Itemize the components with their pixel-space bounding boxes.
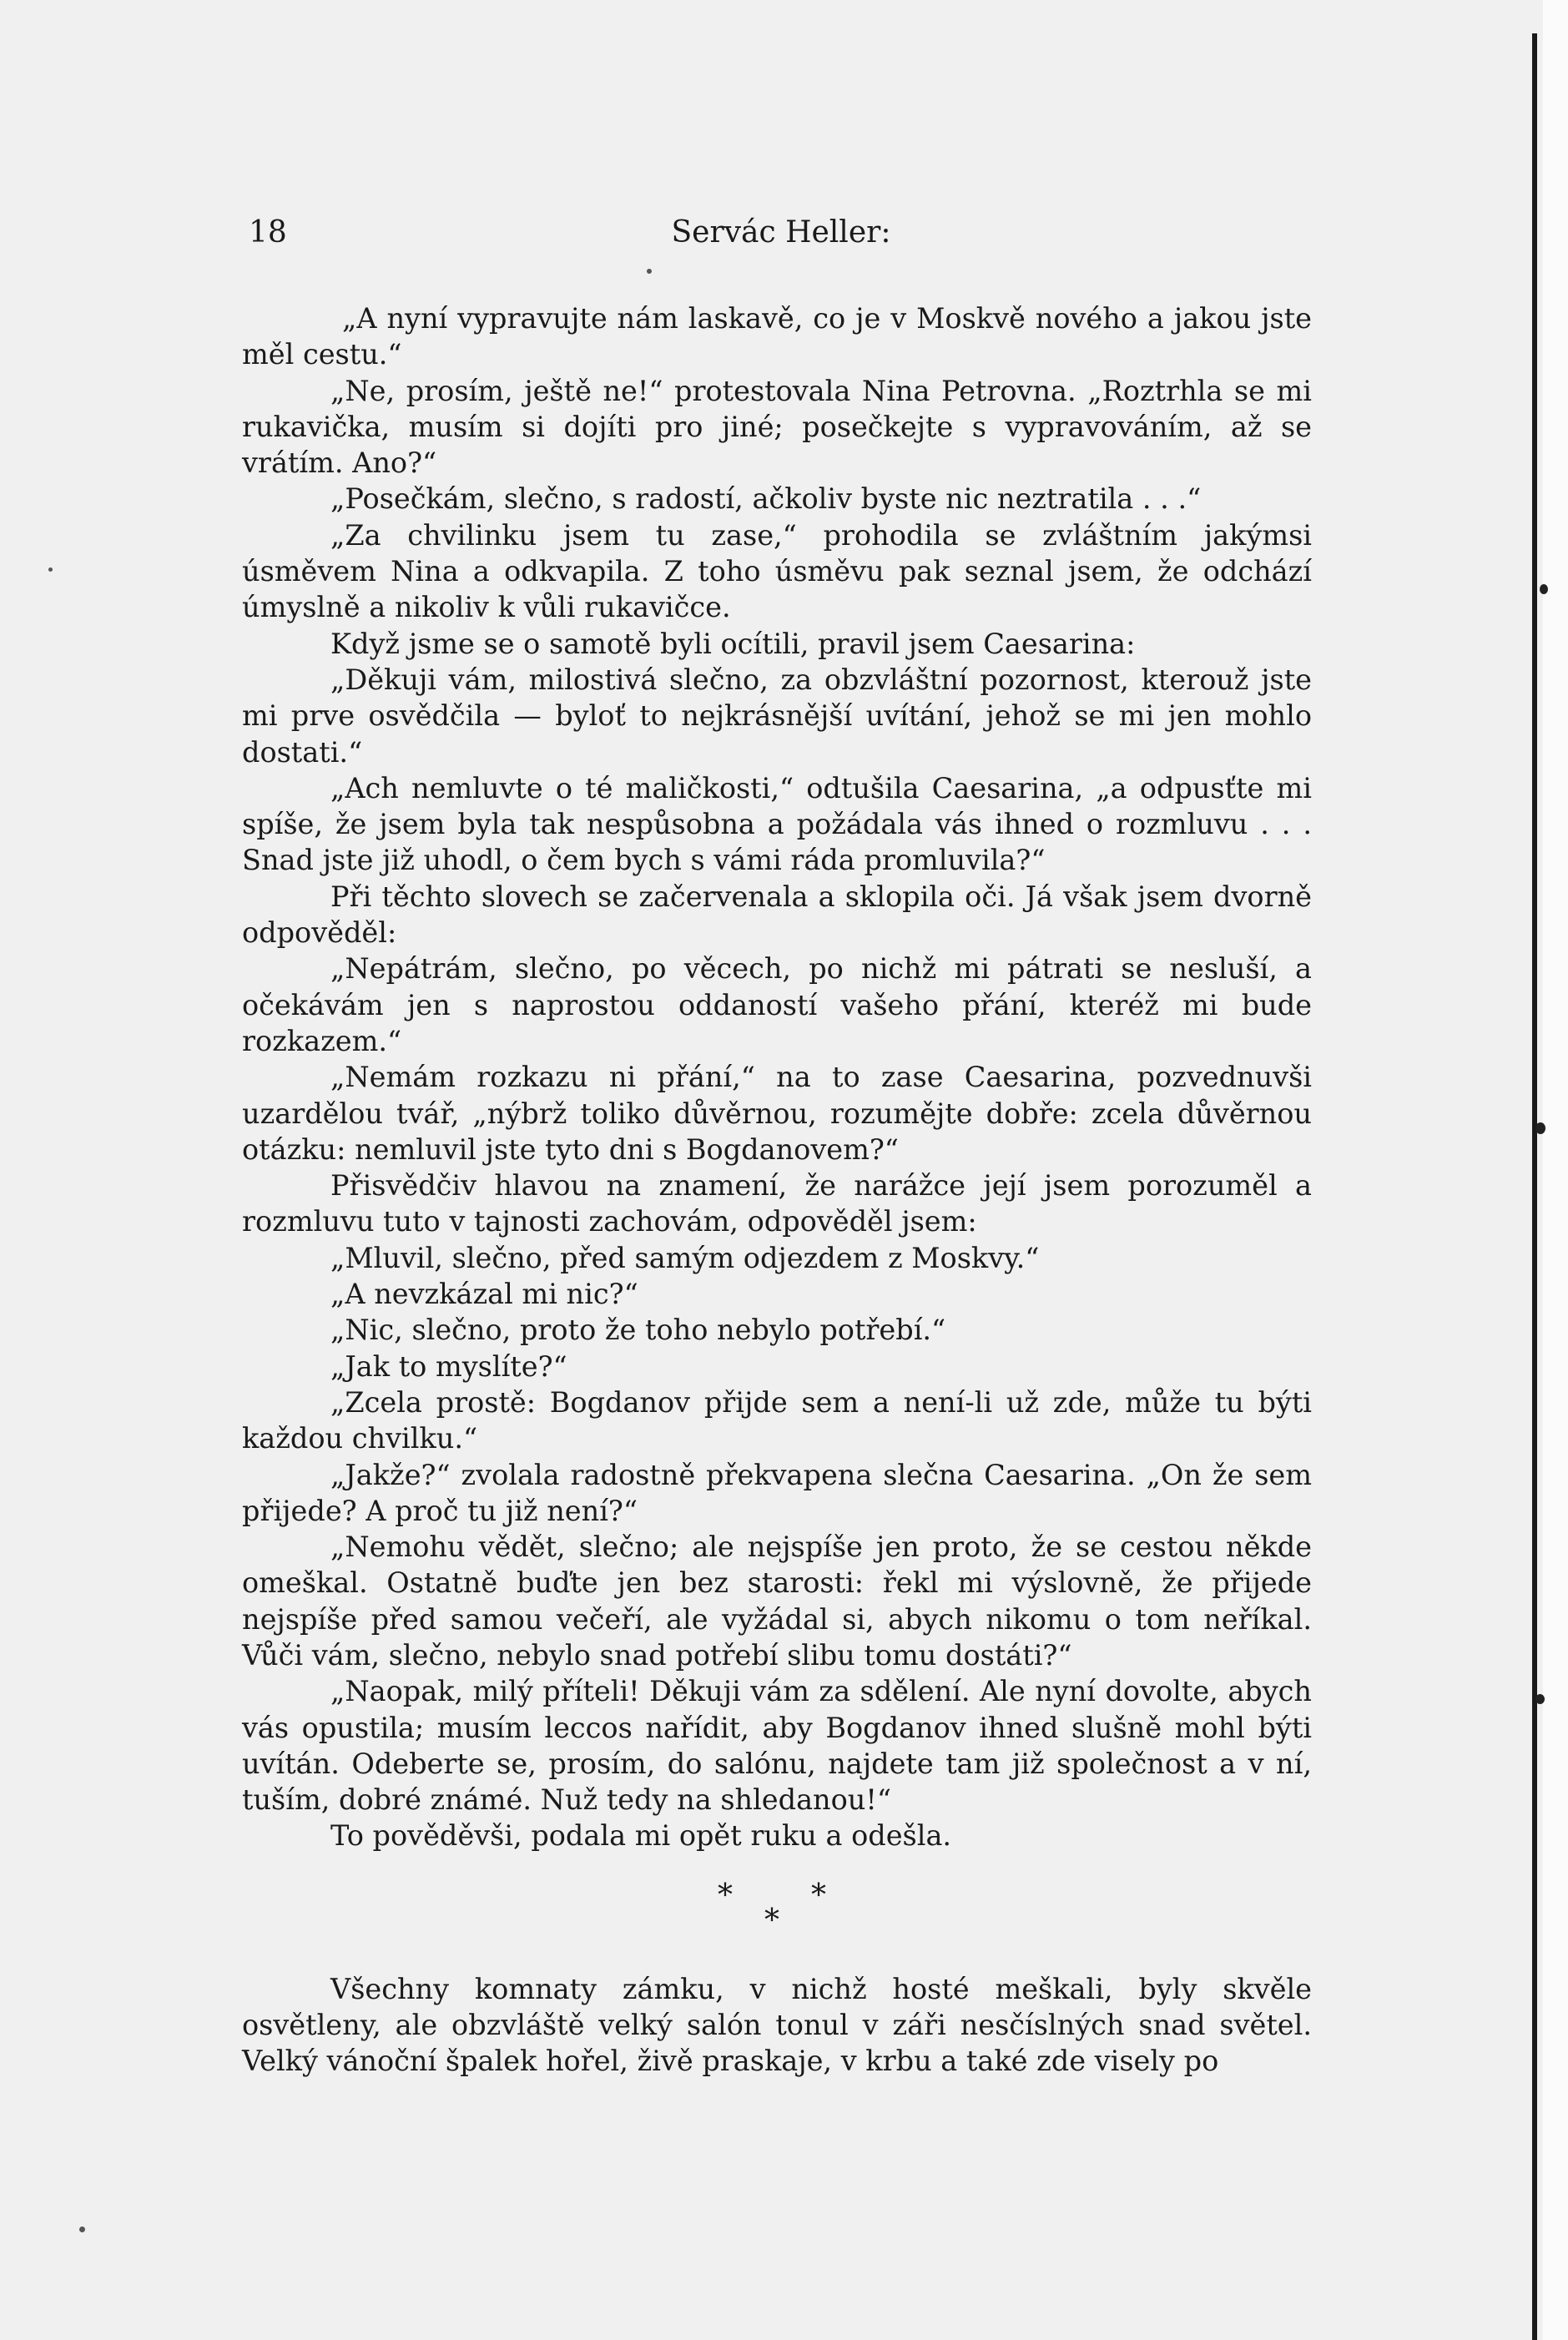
paragraph: Přisvědčiv hlavou na znamení, že narážce její jsem porozuměl a rozmluvu tuto v tajnosti zachovám, odpověděl jsem: [242, 1169, 1312, 1238]
paragraph: „Naopak, milý příteli! Děkuji vám za sdělení. Ale nyní dovolte, abych vás opustila; musím leccos nařídit, aby Bogdanov ihned slušně mohl býti uvítán. Odeberte se, prosím, do salónu, najdete tam již společnost a v ní, tuším, dobré známé. Nuž tedy na shledanou!“ [242, 1675, 1312, 1817]
body-text [242, 300, 1312, 2080]
paragraph: „Posečkám, slečno, s radostí, ačkoliv byste nic neztratila . . .“ [330, 482, 1202, 516]
scan-speck [1535, 1122, 1545, 1134]
running-title: Servác Heller: [671, 215, 891, 250]
paragraph: „Za chvilinku jsem tu zase,“ prohodila se zvláštním jakýmsi úsměvem Nina a odkvapila. Z toho úsměvu pak seznal jsem, že odchází úmyslně a nikoliv k vůli rukavičce. [242, 518, 1312, 624]
scan-speck [48, 567, 53, 572]
binding-edge [1532, 33, 1537, 2340]
paragraph: „A nyní vypravujte nám laskavě, co je v Moskvě nového a jakou jste měl cestu.“ [242, 302, 1312, 371]
paragraph: „Jak to myslíte?“ [330, 1349, 567, 1383]
paragraph: „Ach nemluvte o té maličkosti,“ odtušila Caesarina, „a odpusťte mi spíše, že jsem byla tak nespůsobna a požádala vás ihned o rozmluvu . . . Snad jste již uhodl, o čem bych s vámi ráda promluvila?“ [242, 771, 1312, 877]
separator-star: * [718, 1878, 733, 1913]
paragraph: „Mluvil, slečno, před samým odjezdem z Moskvy.“ [330, 1241, 1040, 1274]
scan-speck [79, 2227, 85, 2232]
paragraph: Když jsme se o samotě byli ocítili, pravil jsem Caesarina: [330, 627, 1136, 660]
page-edge [1543, 0, 1568, 2340]
separator-star: * [764, 1903, 779, 1938]
scan-speck [1540, 584, 1548, 594]
paragraph: Všechny komnaty zámku, v nichž hosté meškali, byly skvěle osvětleny, ale obzvláště velký salón tonul v záři nesčíslných snad světel. Velký vánoční špalek hořel, živě praskaje, v krbu a také zde visely po [242, 1972, 1312, 2078]
page-number: 18 [249, 215, 287, 250]
paragraph: „Nic, slečno, proto že toho nebylo potřebí.“ [330, 1314, 946, 1347]
paragraph: „Nepátrám, slečno, po věcech, po nichž mi pátrati se nesluší, a očekávám jen s naprostou oddaností vašeho přání, kteréž mi bude rozkazem.“ [242, 952, 1312, 1057]
page-header [249, 215, 1313, 257]
paragraph: „Nemám rozkazu ni přání,“ na to zase Caesarina, pozvednuvši uzardělou tvář, „nýbrž toliko důvěrnou, rozumějte dobře: zcela důvěrnou otázku: nemluvil jste tyto dni s Bogdanovem?“ [242, 1061, 1312, 1166]
paragraph: To pověděvši, podala mi opět ruku a odešla. [330, 1819, 952, 1853]
paragraph: „Jakže?“ zvolala radostně překvapena slečna Caesarina. „On že sem přijede? A proč tu již není?“ [242, 1458, 1312, 1527]
paragraph: „Nemohu vědět, slečno; ale nejspíše jen proto, že se cestou někde omeškal. Ostatně buďte jen bez starosti: řekl mi výslovně, že přijede nejspíše před samou večeří, ale vyžádal si, abych nikomu o tom neříkal. Vůči vám, slečno, nebylo snad potřebí slibu tomu dostáti?“ [242, 1531, 1312, 1672]
scan-speck [1535, 1694, 1545, 1704]
paragraph: Při těchto slovech se začervenala a sklopila oči. Já však jsem dvorně odpověděl: [242, 880, 1312, 950]
scan-speck [647, 269, 652, 274]
paragraph: „Zcela prostě: Bogdanov přijde sem a není-li už zde, může tu býti každou chvilku.“ [242, 1385, 1312, 1455]
paragraph: „A nevzkázal mi nic?“ [330, 1278, 638, 1311]
section-separator [242, 1854, 1312, 1971]
paragraph: „Děkuji vám, milostivá slečno, za obzvláštní pozornost, kterouž jste mi prve osvědčila — byloť to nejkrásnější uvítání, jehož se mi jen mohlo dostati.“ [242, 663, 1312, 769]
paragraph: „Ne, prosím, ještě ne!“ protestovala Nina Petrovna. „Roztrhla se mi rukavička, musím si dojíti pro jiné; posečkejte s vypravováním, až se vrátím. Ano?“ [242, 374, 1312, 480]
separator-star: * [811, 1878, 826, 1913]
